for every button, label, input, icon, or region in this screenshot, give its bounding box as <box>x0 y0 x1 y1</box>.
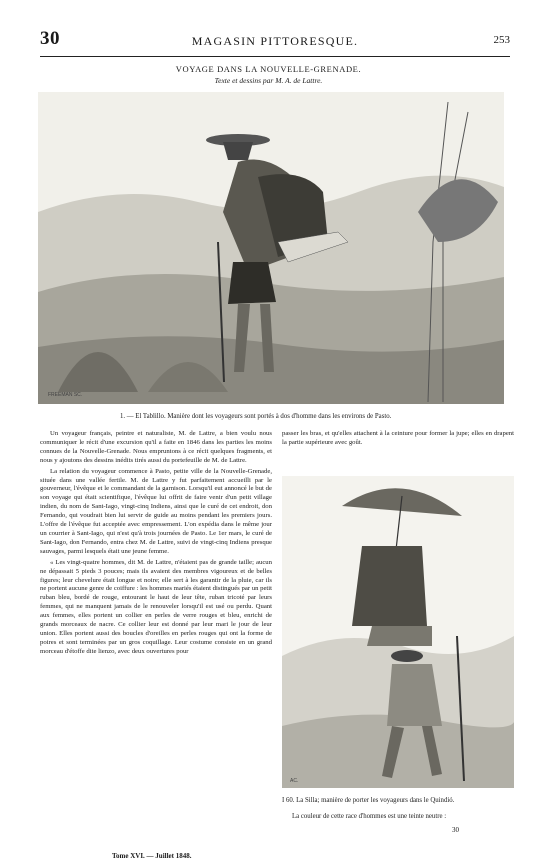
engraver-signature-2: AC. <box>290 778 299 784</box>
paragraph-continuation: La couleur de cette race d'hommes est une teinte neutre : <box>292 813 447 820</box>
magazine-title: MAGASIN PITTORESQUE. <box>191 34 359 48</box>
article-subtitle: Texte et dessins par M. A. de Lattre. <box>214 76 323 85</box>
engraving-tablillo <box>38 92 504 404</box>
figure-caption-1: 1. — El Tablillo. Manière dont les voyageurs sont portés à dos d'homme dans les environs de Pasto. <box>120 413 392 420</box>
folio-number: 253 <box>493 34 510 46</box>
paragraph: La relation du voyageur commence à Pasto, petite ville de la Nouvelle-Grenade, située dans une vallée fertile. M. de Lattre y fut parfaitement accueilli par le gouverneur, l'évêque et le commandant de la garnison. Lorsqu'il eut annoncé le but de son voyage qui était scientifique, l'évêque lui offrit de faire venir d'un petit village indien, du nom de Sant-Iago, vingt-cinq Indiens, ainsi que le curé de cet endroit, don Fernando, qui voudrait bien lui servir de guide au moins pendant les premiers jours. L'offre de l'évêque fut acceptée avec empressement. L'on expédia dans le même jour un courrier à Sant-Iago, qui n'est qu'à trois journées de Pasto. Le 1er mars, le curé de Sant-Iago, don Fernando, entra chez M. de Lattre, suivi de vingt-cinq Indiens presque sauvages, parmi lesquels était une jeune femme. <box>40 467 272 555</box>
footer-volume: Tome XVI. — Juillet 1848. <box>112 852 192 860</box>
paragraph: passer les bras, et qu'elles attachent à la ceinture pour former la jupe; elles en drapent la partie supérieure avec goût. <box>282 430 514 446</box>
footer-signature-number: 30 <box>452 826 459 834</box>
paragraph: Un voyageur français, peintre et naturaliste, M. de Lattre, a bien voulu nous communiquer le récit d'une excursion qu'il a faite en 1846 dans les parties les moins connues de la Nouvelle-Grenade. Nous empruntons à ce récit quelques fragments, et nous y ajoutons des dessins inédits tirés aussi du portefeuille de M. de Lattre. <box>40 430 272 464</box>
page-header <box>40 28 510 57</box>
figure-caption-2: I 60. La Silla; manière de porter les voyageurs dans le Quindió. <box>282 797 455 804</box>
page-number: 30 <box>40 28 60 49</box>
text-column-left <box>40 430 272 850</box>
engraving-silla <box>282 476 514 788</box>
engraver-signature-1: FREEMAN SC. <box>48 392 83 398</box>
paragraph: « Les vingt-quatre hommes, dit M. de Lattre, n'étaient pas de grande taille; aucun ne dépassait 5 pieds 3 pouces; mais ils avaient des membres vigoureux et de belles figures; leur chevelure était longue et noire; elle sert à les garantir de la pluie, car ils ne portent aucune genre de coiffure : les hommes mariés étaient distingués par un petit ruban bleu, bordé de rouge, entourant le haut de leur tête, ruban tricoté par leurs femmes, qui ne manquent jamais de le renouveler lorsqu'il est usé ou perdu. Quant aux femmes, elles portent un collier en perles de verre rouges et bleu, enrichi de grands morceaux de nacre. Ce collier leur est donné par leur mari le jour de leur union. Elles portent aussi des boucles d'oreilles en perles rouges qui ont la forme de poires et sont terminées par un gros coquillage. Leur costume consiste en un grand morceau d'étoffe dite lienzo, avec deux ouvertures pour <box>40 558 272 655</box>
article-title: VOYAGE DANS LA NOUVELLE-GRENADE. <box>175 64 362 74</box>
text-column-right <box>282 430 514 450</box>
